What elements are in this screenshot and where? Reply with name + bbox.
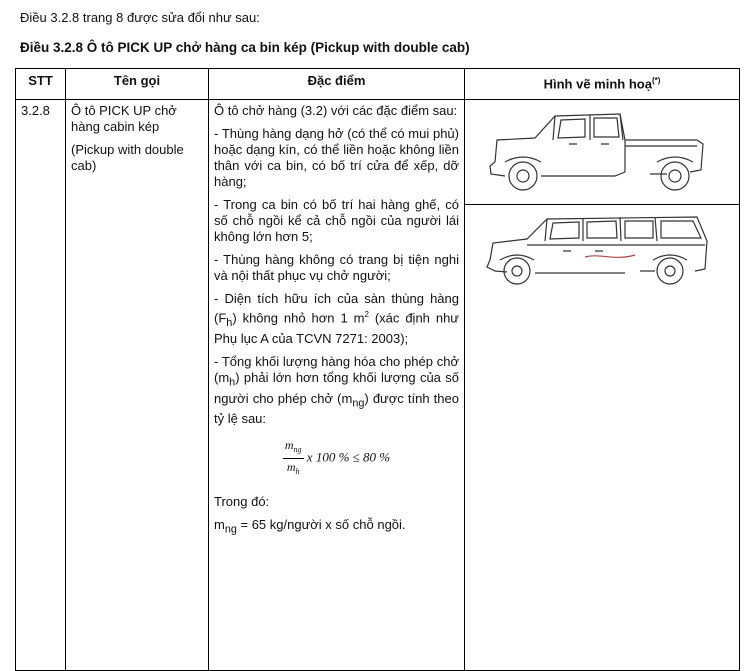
- feature-no-amenities: - Thùng hàng không có trang bị tiện nghi và nội thất phục vụ chở người;: [214, 252, 459, 283]
- feature-cargo-box: - Thùng hàng dạng hở (có thể có mui phủ) hoặc dạng kín, có thể liền hoặc không liền thân với ca bin, có bố trí cửa để xếp, dỡ hàng;: [214, 126, 459, 189]
- header-illustration: [465, 69, 740, 100]
- feature-mass-ratio: - Tổng khối lượng hàng hóa cho phép chở $(m_h)$ phải lớn hơn tổng khối lượng của số người cho phép chở $(m_{ng})$ được tính theo tỷ lệ sau:: [214, 353, 459, 427]
- table-row: [16, 100, 740, 671]
- pickup-covered-bed-illustration: [465, 205, 739, 301]
- formula-rest: x 100 % ≤ 80 %: [306, 449, 391, 465]
- cell-name: [66, 100, 209, 671]
- feature-intro: Ô tô chở hàng (3.2) với các đặc điểm sau:: [214, 103, 458, 118]
- vehicle-name-en: (Pickup with double cab): [71, 142, 184, 173]
- table-header-row: [16, 69, 740, 100]
- header-footnote: (*): [651, 76, 661, 85]
- feature-floor-area: - Diện tích hữu ích của sàn thùng hàng $(F_h)$ không nhỏ hơn 1 $m^2$ (xác định như Phụ lục A của TCVN 7271: 2003);: [214, 291, 459, 346]
- where-label: Trong đó:: [214, 494, 270, 510]
- intro-text: Điều 3.2.8 trang 8 được sửa đổi như sau:: [20, 10, 260, 25]
- cell-stt: 3.2.8: [16, 100, 66, 671]
- header-stt: STT: [16, 69, 66, 100]
- formula-fraction: $\frac{m_{ng}}{m_h}$: [284, 438, 302, 477]
- definition-table: [15, 68, 740, 671]
- cell-features: [209, 100, 465, 671]
- header-name: Tên gọi: [66, 69, 209, 100]
- pickup-open-bed-illustration: [465, 100, 739, 205]
- header-features: Đặc điểm: [209, 69, 465, 100]
- mass-ratio-formula: [214, 437, 459, 480]
- cell-illustration: [465, 100, 740, 671]
- article-heading: Điều 3.2.8 Ô tô PICK UP chở hàng ca bin kép (Pickup with double cab): [20, 40, 470, 55]
- vehicle-name: Ô tô PICK UP chở hàng cabin kép: [71, 103, 177, 134]
- mng-definition: $m_{ng} = 65$ kg/người x số chỗ ngồi.: [214, 517, 406, 536]
- feature-seats: - Trong ca bin có bố trí hai hàng ghế, có số chỗ ngồi kể cả chỗ ngồi của người lái không lớn hơn 5;: [214, 197, 459, 244]
- header-illustration-label: Hình vẽ minh hoạ: [543, 76, 652, 92]
